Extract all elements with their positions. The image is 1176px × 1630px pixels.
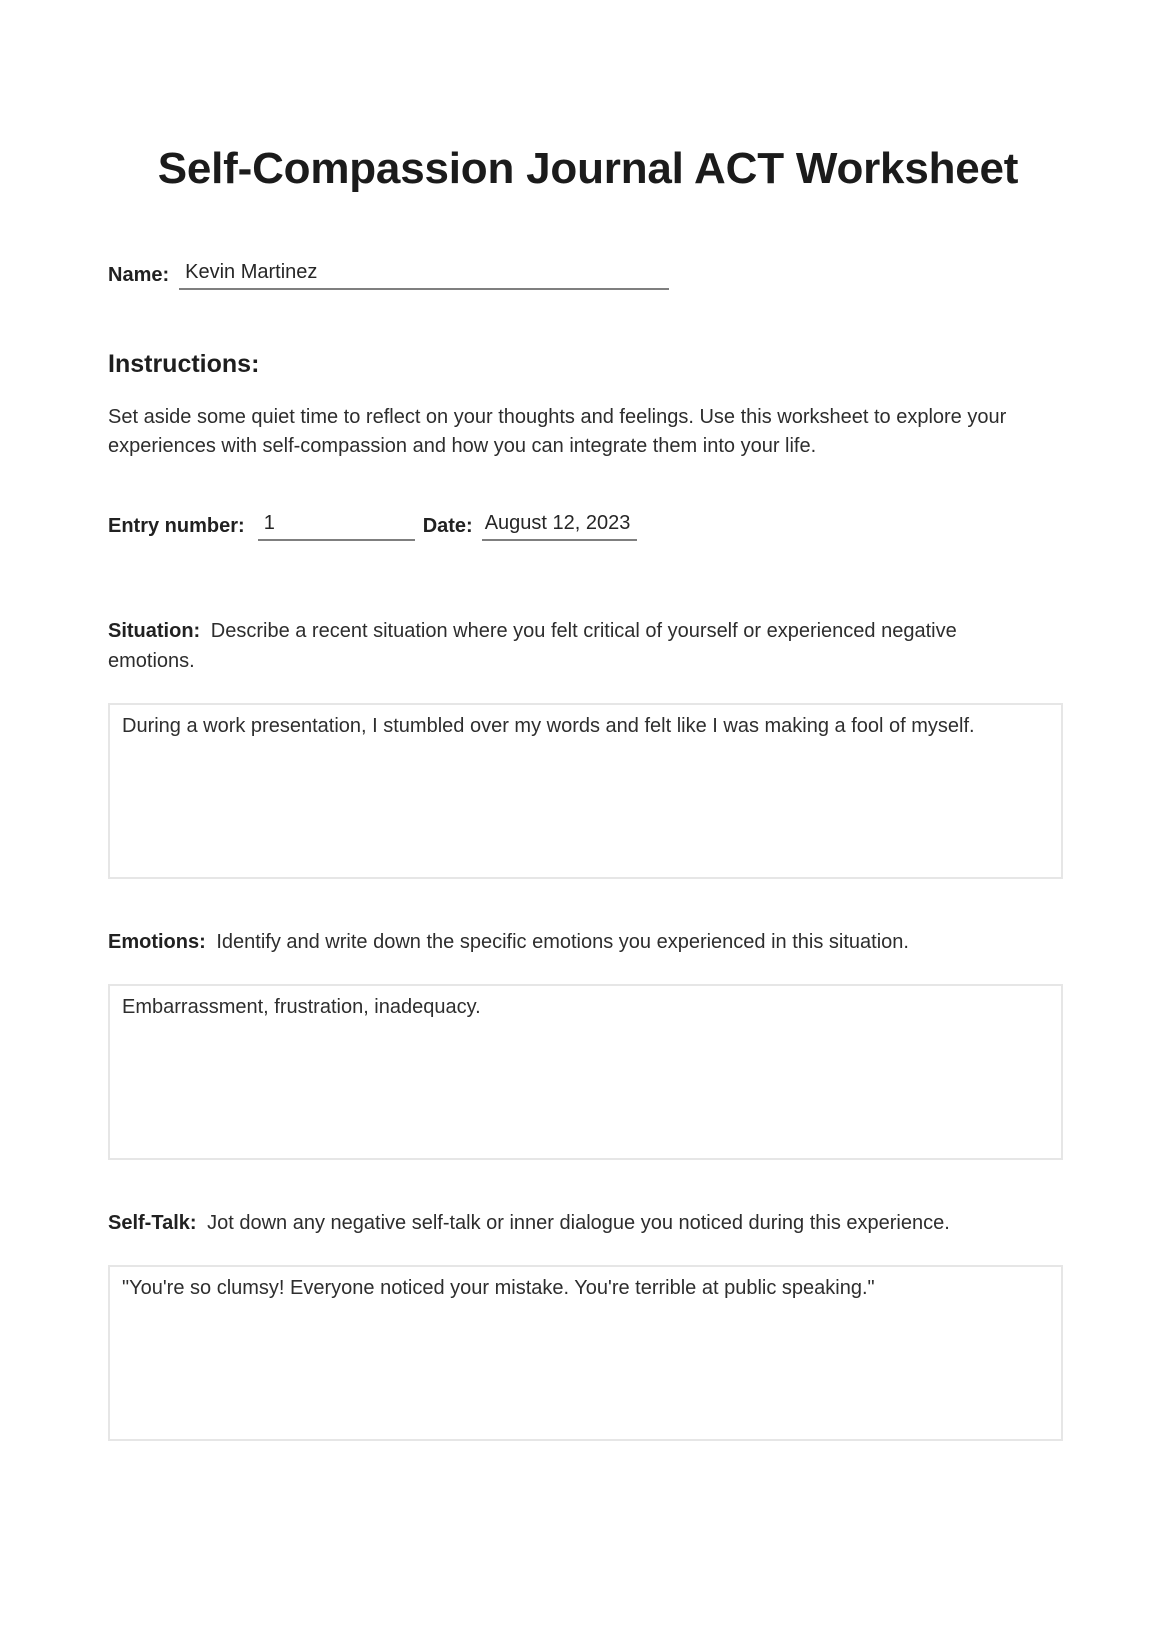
entry-date-row bbox=[108, 513, 1066, 541]
emotions-prompt bbox=[108, 927, 1038, 957]
selftalk-prompt bbox=[108, 1208, 1060, 1238]
name-label: Name: bbox=[108, 264, 170, 286]
situation-prompt-text: Describe a recent situation where you felt critical of yourself or experienced negative emotions. bbox=[108, 620, 957, 672]
name-value: Kevin Martinez bbox=[185, 261, 318, 283]
instructions-heading: Instructions: bbox=[108, 350, 260, 378]
emotions-label: Emotions: bbox=[108, 931, 206, 953]
entry-number-label: Entry number: bbox=[108, 515, 245, 537]
page-title: Self-Compassion Journal ACT Worksheet bbox=[157, 144, 1019, 193]
entry-number-input[interactable] bbox=[258, 513, 415, 541]
selftalk-label: Self-Talk: bbox=[108, 1212, 197, 1234]
situation-prompt bbox=[108, 616, 1028, 676]
date-value: August 12, 2023 bbox=[484, 512, 631, 534]
situation-label: Situation: bbox=[108, 620, 201, 642]
emotions-response-box[interactable] bbox=[108, 984, 1063, 1160]
entry-number-value: 1 bbox=[263, 512, 275, 534]
date-label: Date: bbox=[422, 515, 473, 537]
situation-response-box[interactable] bbox=[108, 703, 1063, 879]
date-input[interactable] bbox=[482, 513, 637, 541]
selftalk-prompt-text: Jot down any negative self-talk or inner dialogue you noticed during this experience. bbox=[207, 1212, 950, 1234]
instructions-text: Set aside some quiet time to reflect on your thoughts and feelings. Use this worksheet to explore your experiences with self-compassion and how you can integrate them into your life. bbox=[108, 406, 1007, 457]
name-field-row bbox=[108, 262, 1066, 290]
selftalk-response-text: "You're so clumsy! Everyone noticed your mistake. You're terrible at public speaking." bbox=[122, 1277, 875, 1299]
emotions-response-text: Embarrassment, frustration, inadequacy. bbox=[122, 996, 481, 1018]
name-input[interactable] bbox=[179, 262, 669, 290]
emotions-prompt-text: Identify and write down the specific emotions you experienced in this situation. bbox=[216, 931, 909, 953]
situation-response-text: During a work presentation, I stumbled over my words and felt like I was making a fool of myself. bbox=[122, 715, 975, 737]
selftalk-response-box[interactable] bbox=[108, 1265, 1063, 1441]
